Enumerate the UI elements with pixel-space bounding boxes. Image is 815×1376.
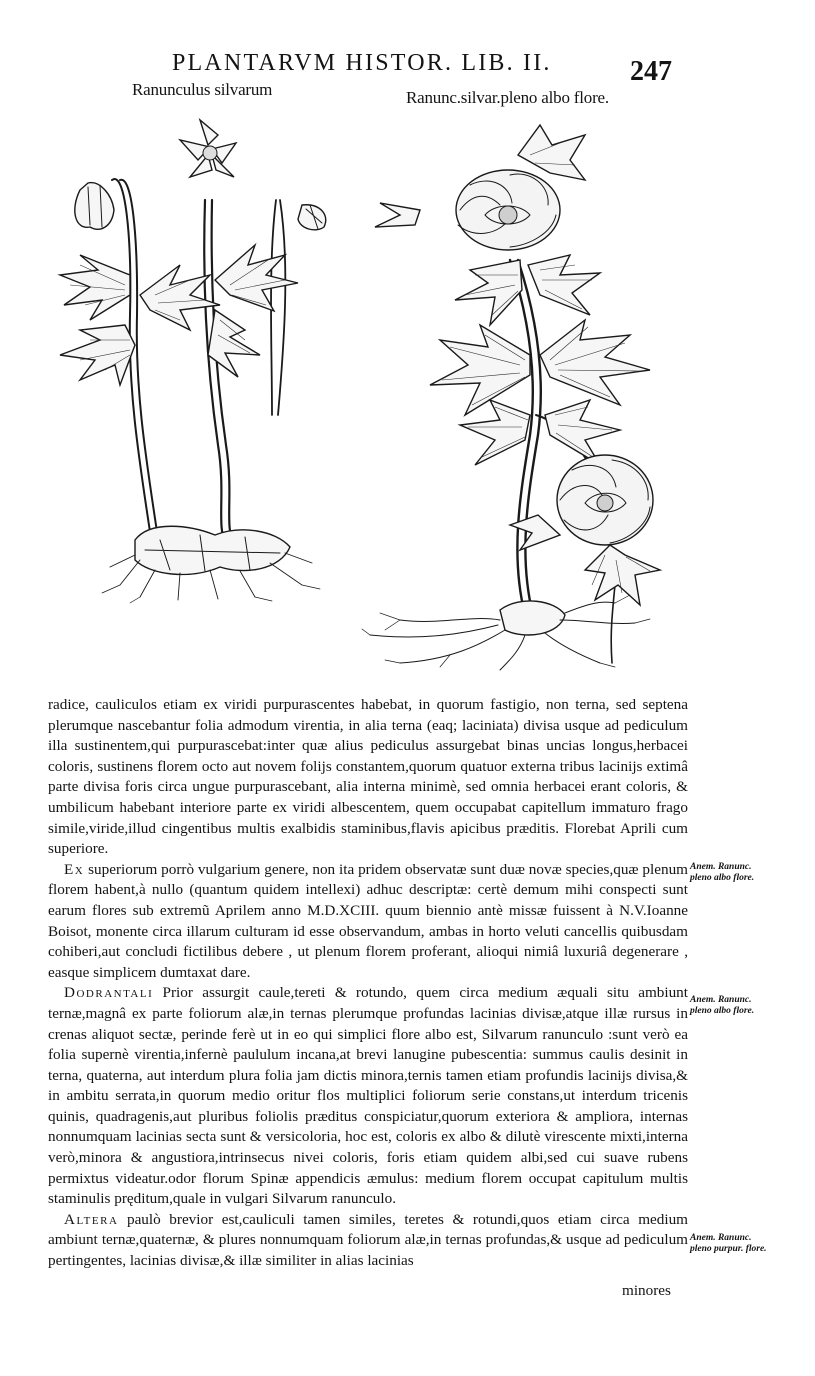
page-number: 247: [630, 56, 672, 87]
paragraph-2-lead: Ex: [64, 860, 85, 878]
upper-double-flower: [375, 170, 560, 250]
running-head: PLANTARVM HISTOR. LIB. II.: [172, 50, 552, 76]
marginal-note-1: Anem. Ranunc. pleno albo flore.: [690, 862, 755, 883]
paragraph-4-lead: Altera: [64, 1210, 119, 1228]
figure-caption-left: Ranunculus silvarum: [132, 80, 273, 99]
marginal-note-3: Anem. Ranunc. pleno purpur. flore.: [690, 1233, 767, 1254]
paragraph-2: [48, 860, 688, 984]
illustration-ranunculus-pleno-albo-flore: [360, 115, 690, 675]
figure-caption-right: Ranunc.silvar.pleno albo flore.: [406, 88, 609, 107]
paragraph-3-text: Prior assurgit caule,tereti & rotundo, quem circa medium æquali situ ambiunt ternæ,magnâ ex parte foliorum alæ,in ternas plerumque profundas lacinias divisæ,atque illæ rursus in crenas aliquot sectæ, perinde ferè ut in eo qui simplici flore albo est, Silvarum ranunculo :sunt verò ea folia supernè virentia,infernè paululum incana,at brevi lanugine pubescentia: summus caulis desinit in terna, quaterna, aut interdum plura folia jam dictis minora,ternis tamen etiam profundis lacinijs divisa,& in ambitu serrata,in quorum medio oritur flos multiplici foliorum serie constans,ut interdum tricenis quinis, quadragenis,aut pluribus foliolis præditus conspiciatur,quorum exteriora & ampliora, internas nonnumquam lacinias secta sunt & versicoloria, hoc est, coloris ex albo & dilutè virescente mixti,interna verò,minora & angustiora,intrinsecus nivei coloris, foris etiam quidem albi,sed cui suave rubens permixtus videatur.odor florum Spinæ appendicis æmulus: medium florem occupat capitulum multis staminulis pręditum,quale in vulgari Silvarum ranunculo.: [48, 984, 688, 1208]
paragraph-3-lead: Dodrantali: [64, 984, 154, 1002]
catchword: minores: [622, 1282, 671, 1299]
paragraph-2-text: superiorum porrò vulgarium genere, non ita pridem observatæ sunt duæ novæ species,quæ plenum florem habent,à nullo (quantum quidem intellexi) adhuc descriptæ: certè demum mihi conspecti sunt earum flores sub extremũ Aprilem anno M.D.XCIII. quum biennio antè missæ fuissent à N.V.Ioanne Boisot, monente circa illarum culturam id esse observandum, ambas in horto veluti cancellis quibusdam cohiberi,aut concludi fictilibus debere , ut plenum florem proferant, alioqui nimiâ luxuriâ degenerare , easque simplicem dumtaxat dare.: [48, 860, 688, 981]
illustration-ranunculus-silvarum: [40, 115, 340, 605]
paragraph-4: [48, 1210, 688, 1272]
paragraph-3: [48, 983, 688, 1210]
marginal-note-2: Anem. Ranunc. pleno albo flore.: [690, 995, 755, 1016]
body-text: [48, 695, 688, 1272]
paragraph-1: radice, cauliculos etiam ex viridi purpurascentes habebat, in quorum fastigio, non terna, sed septena plerumque nascebantur folia admodum virentia, in alia terna (eaq; laciniata) divisa usque ad pediculum illa sustinentem,qui purpurascebat:inter quæ alius pediculus assurgebat binas uncias longus,herbacei coloris, sustinens florem octo aut novem folijs constantem,quorum quatuor externa tribus lacinijs extimâ parte divisa foris circa ungue purpurascebant, alia interna minimè, sed omnia herbacei erant coloris, & umbilicum habebant interiore parte ex viridi albescentem, quem occupabat capitellum immaturo frago simile,viride,illud cingentibus multis exalbidis staminibus,flavis apicibus præditis. Florebat Aprili cum superiore.: [48, 696, 688, 858]
paragraph-4-text: paulò brevior est,cauliculi tamen similes, teretes & rotundi,quos etiam circa medium ambiunt ternæ,quaternæ, & plures nonnumquam foliorum alæ,in ternas profundas,& usque ad pediculum pertingentes, lacinias divisæ,& illæ similiter in alias lacinias: [48, 1210, 688, 1270]
